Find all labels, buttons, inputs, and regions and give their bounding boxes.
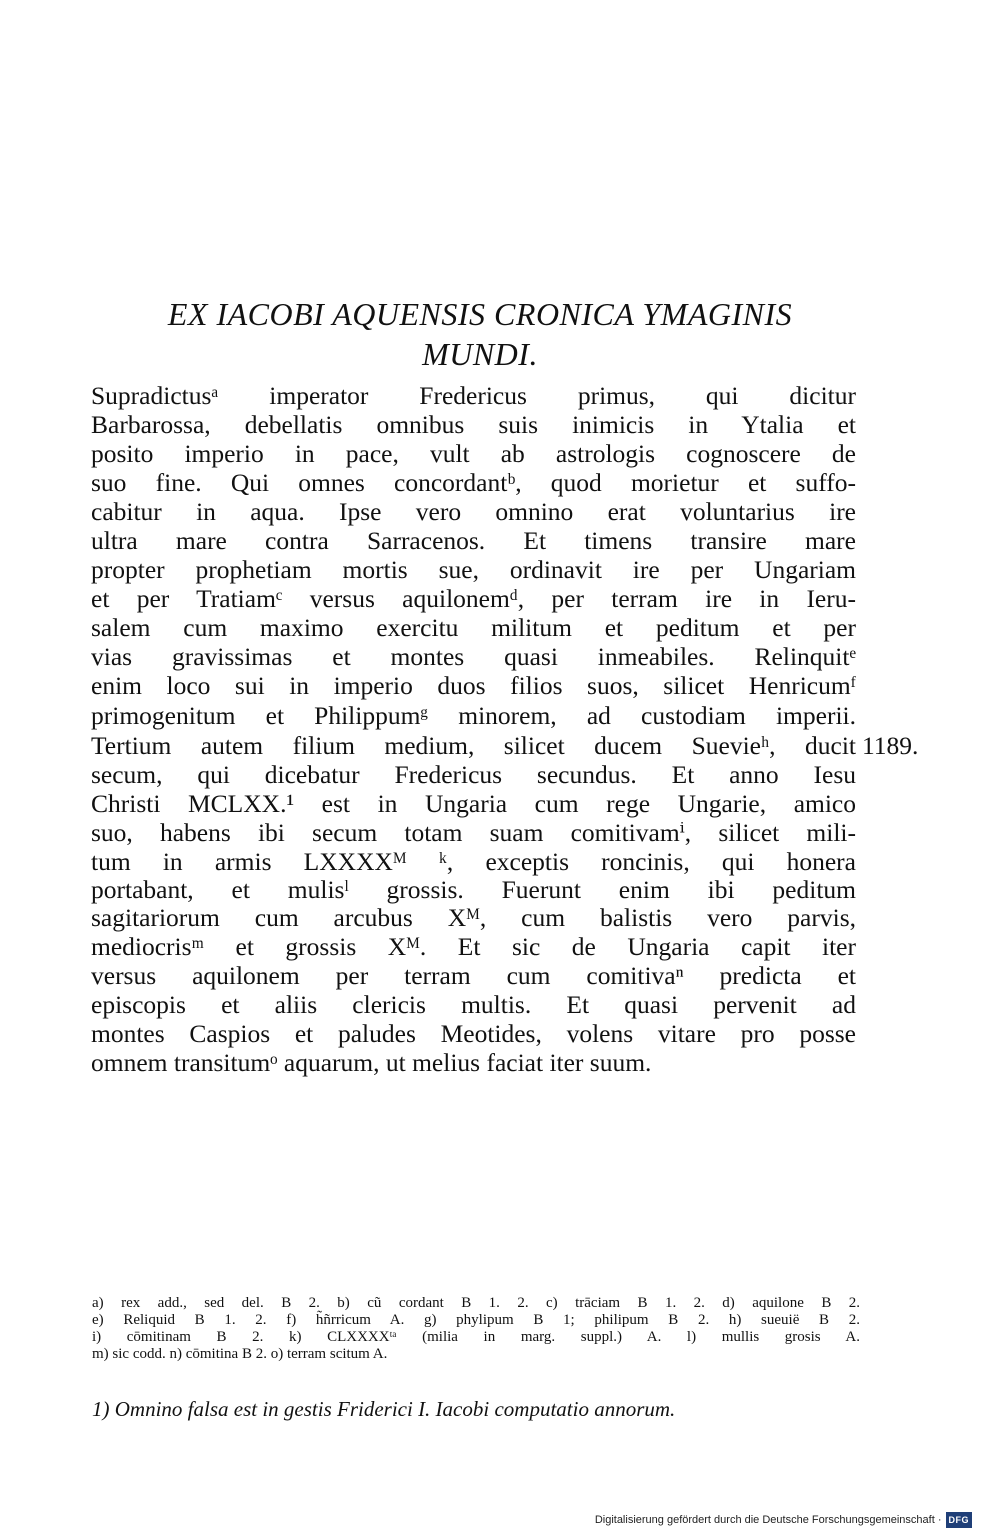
credit-text: Digitalisierung gefördert durch die Deutsche Forschungsgemeinschaft · — [594, 1514, 942, 1526]
body-line: suo, habens ibi secum totam suam comitivamⁱ, silicet mili- — [91, 818, 856, 847]
body-line: tum in armis LXXXXᴹ ᵏ, exceptis roncinis, qui honera — [91, 847, 856, 876]
body-line: sagitariorum cum arcubus Xᴹ, cum balistis vero parvis, — [91, 903, 856, 932]
title-line-2: MUNDI. — [422, 336, 538, 372]
body-line: versus aquilonem per terram cum comitivaⁿ predicta et — [91, 961, 856, 990]
body-line: mediocrisᵐ et grossis Xᴹ. Et sic de Ungaria capit iter — [91, 932, 856, 961]
body-line: posito imperio in pace, vult ab astrologis cognoscere de — [91, 439, 856, 468]
body-line: Supradictusᵃ imperator Fredericus primus, qui dicitur — [91, 381, 856, 410]
body-line: salem cum maximo exercitu militum et peditum et per — [91, 613, 856, 642]
body-line: primogenitum et Philippumᵍ minorem, ad custodiam imperii. — [91, 701, 856, 730]
body-line: Barbarossa, debellatis omnibus suis inimicis in Ytalia et — [91, 410, 856, 439]
body-line: et per Tratiamᶜ versus aquilonemᵈ, per terram ire in Ieru- — [91, 584, 856, 613]
body-line: ultra mare contra Sarracenos. Et timens transire mare — [91, 526, 856, 555]
footnote-line: i) cōmitinam B 2. k) CLXXXXᵗᵃ (milia in marg. suppl.) A. l) mullis grosis A. — [92, 1329, 860, 1345]
title-line-1: EX IACOBI AQUENSIS CRONICA YMAGINIS — [167, 296, 793, 332]
body-line: suo fine. Qui omnes concordantᵇ, quod morietur et suffo- — [91, 468, 856, 497]
body-line: Tertium autem filium medium, silicet ducem Suevieʰ, ducit — [91, 731, 856, 760]
body-line: cabitur in aqua. Ipse vero omnino erat voluntarius ire — [91, 497, 856, 526]
body-line: Christi MCLXX.¹ est in Ungaria cum rege Ungarie, amico — [91, 789, 856, 818]
body-line: episcopis et aliis clericis multis. Et quasi pervenit ad — [91, 990, 856, 1019]
body-line: montes Caspios et paludes Meotides, volens vitare pro posse — [91, 1019, 856, 1048]
body-line: portabant, et mulisˡ grossis. Fuerunt enim ibi peditum — [91, 875, 856, 904]
body-line: enim loco sui in imperio duos filios suos, silicet Henricumᶠ — [91, 671, 856, 700]
dfg-logo-icon: DFG — [946, 1512, 973, 1528]
body-line: secum, qui dicebatur Fredericus secundus. Et anno Iesu — [91, 760, 856, 789]
footnote-line: e) Reliquid B 1. 2. f) h̃ñrricum A. g) phylipum B 1; philipum B 2. h) sueuië B 2. — [92, 1312, 860, 1328]
margin-year: 1189. — [862, 731, 919, 760]
footnote-line: m) sic codd. n) cōmitina B 2. o) terram scitum A. — [92, 1346, 388, 1362]
footnote-line: a) rex add., sed del. B 2. b) cũ cordant B 1. 2. c) trāciam B 1. 2. d) aquilone B 2. — [92, 1295, 860, 1311]
body-line: omnem transitumᵒ aquarum, ut melius faciat iter suum. — [91, 1048, 652, 1077]
digitization-credit — [595, 1512, 972, 1528]
editor-note: 1) Omnino falsa est in gestis Friderici I. Iacobi computatio annorum. — [92, 1397, 676, 1421]
body-line: vias gravissimas et montes quasi inmeabiles. Relinquitᵉ — [91, 642, 856, 671]
body-line: propter prophetiam mortis sue, ordinavit ire per Ungariam — [91, 555, 856, 584]
